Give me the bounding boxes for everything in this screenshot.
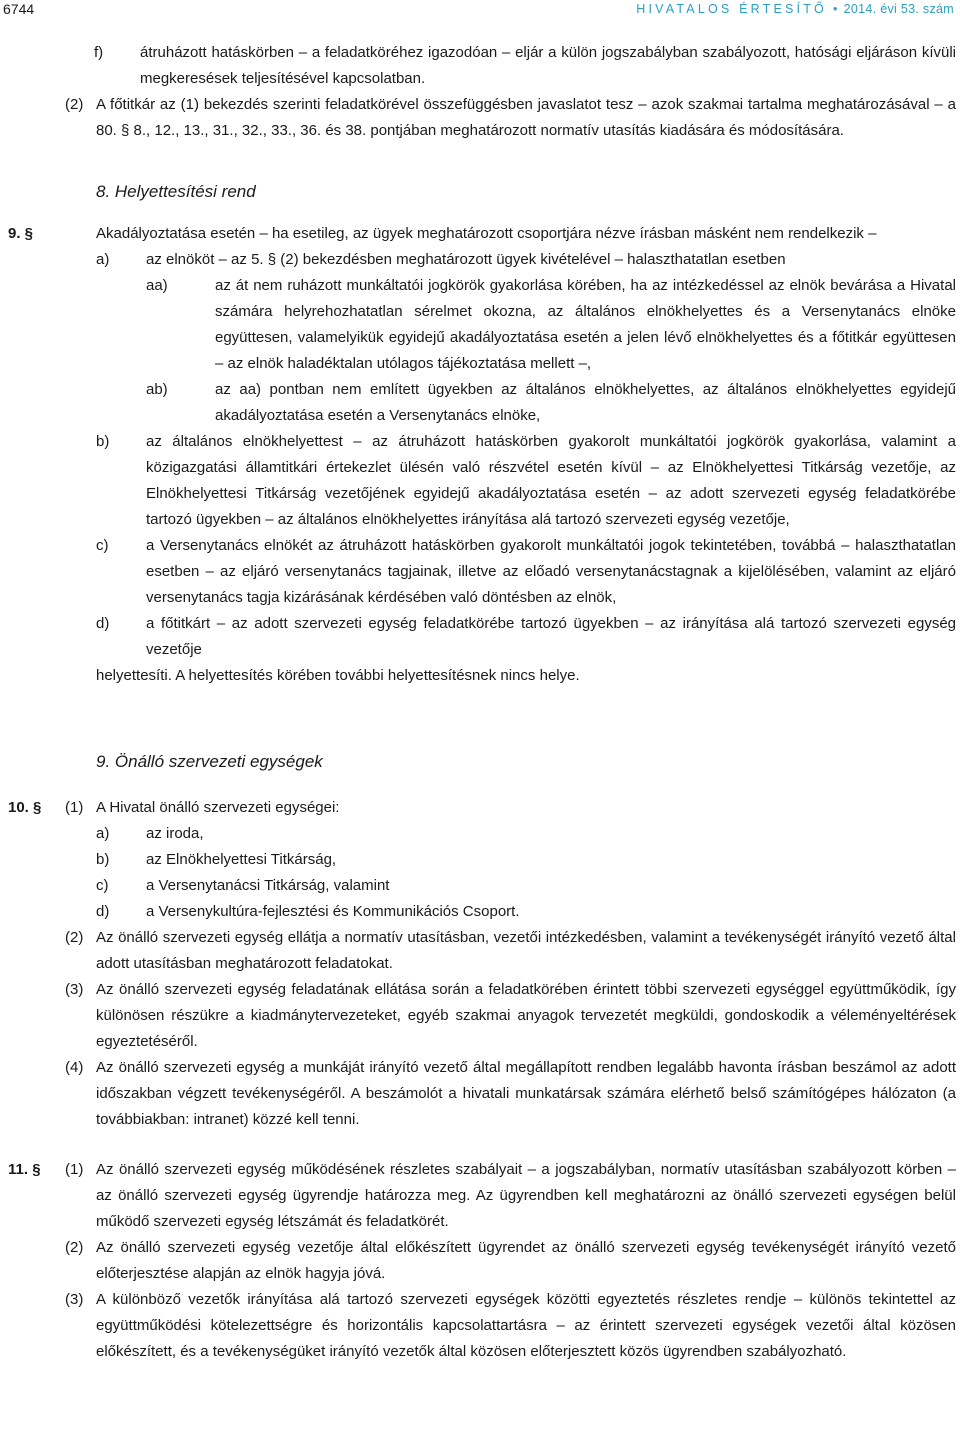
list-item-text: az iroda, <box>146 825 204 842</box>
paragraph-10-2-label: (2) <box>65 929 84 946</box>
paragraph-11-3-text: A különböző vezetők irányítása alá tartozó szervezeti egységek közötti egyeztetés részletes rendje – különös tekintettel az együttműködési kötelezettségre és horizontális kapcsolattartásra – az érintett szervezeti egységek vezetői által közösen előkészített, és a tevékenységüket irányító vezetők által közösen előterjesztett közös ügyrendben szabályozható. <box>96 1291 956 1360</box>
item-c-text: a Versenytanács elnökét az átruházott hatáskörben gyakorolt munkáltatói jogok tekintetében, továbbá – halaszthatatlan esetben – az eljáró versenytanács tagjainak, illetve az előadó versenytanácstagnak a kijelölésében, valamint az eljáró versenytanács tagja kizárásának kérdésében való döntésben az elnök, <box>146 537 956 606</box>
item-c-label: c) <box>96 537 109 554</box>
paragraph-10-4-label: (4) <box>65 1059 84 1076</box>
page-body <box>0 40 960 1365</box>
list-item <box>96 821 956 847</box>
subsection-2-text: A főtitkár az (1) bekezdés szerinti feladatkörével összefüggésben javaslatot tesz – azok szakmai tartalma meghatározásával – a 80. § 8., 12., 13., 31., 32., 33., 36. és 38. pontjában meghatározott normatív utasítás kiadására és módosítására. <box>96 96 956 139</box>
paragraph-10-3-label: (3) <box>65 981 84 998</box>
paragraph-9-label: 9. § <box>8 225 34 242</box>
paragraph-10-3-text: Az önálló szervezeti egység feladatának ellátása során a feladatkörében érintett többi szervezeti egységgel együttműködik, így különösen részükre a kiadmánytervezeteket, egyéb szakmai anyagok tervezetét megküldi, gondoskodik a véleményeltérések egyeztetéséről. <box>96 981 956 1050</box>
page-header <box>0 0 960 20</box>
item-b <box>96 429 956 533</box>
item-ab <box>146 377 956 429</box>
subsection-2 <box>65 92 956 144</box>
item-aa-text: az át nem ruházott munkáltatói jogkörök gyakorlása körében, ha az intézkedéssel az elnök bevárása a Hivatal számára helyrehozhatatlan sérelmet okozna, az általános elnökhelyettes és a Versenytanács elnöke együttesen, valamelyikük egyidejű akadályoztatása esetén a jelen lévő elnökhelyettes és a főtitkár együttesen – az elnök haladéktalan utólagos tájékoztatása mellett –, <box>215 277 956 372</box>
item-f-label: f) <box>94 44 104 61</box>
paragraph-11-subsection-3 <box>65 1287 956 1365</box>
title-separator: • <box>832 2 838 16</box>
paragraph-10-subsection-3 <box>65 977 956 1055</box>
paragraph-10-4-text: Az önálló szervezeti egység a munkáját irányító vezető által megállapított rendben legalább havonta írásban beszámol az adott időszakban végzett tevékenységéről. A beszámolót a hivatali munkatársak számára elérhető belső számítógépes hálózaton (a továbbiakban: intranet) közzé kell tenni. <box>96 1059 956 1128</box>
paragraph-11-subsection-2 <box>65 1235 956 1287</box>
paragraph-11-1-text: Az önálló szervezeti egység működésének részletes szabályait – a jogszabályban, normatív utasításban szabályozott körben – az önálló szervezeti egység ügyrendje határozza meg. Az ügyrendben kell meghatározni az önálló szervezeti egységen belül működő szervezeti egység létszámát és feladatkörét. <box>96 1161 956 1230</box>
paragraph-10-subsection-4 <box>65 1055 956 1133</box>
item-b-label: b) <box>96 433 110 450</box>
section-9-heading: 9. Önálló szervezeti egységek <box>96 752 323 771</box>
running-title <box>636 0 954 18</box>
list-item-label: a) <box>96 825 110 842</box>
list-item <box>96 873 956 899</box>
item-aa-label: aa) <box>146 277 168 294</box>
item-f <box>94 40 956 92</box>
paragraph-11-label: 11. § <box>8 1161 41 1178</box>
paragraph-10-label: 10. § <box>8 799 42 816</box>
paragraph-9-closing: helyettesíti. A helyettesítés körében további helyettesítésnek nincs helye. <box>96 667 580 684</box>
item-d-label: d) <box>96 615 110 632</box>
paragraph-10-2-text: Az önálló szervezeti egység ellátja a normatív utasításban, vezetői intézkedésben, valamint a tevékenységét irányító vezető által adott utasításban meghatározott feladatokat. <box>96 929 956 972</box>
paragraph-11-subsection-1 <box>8 1157 956 1235</box>
item-b-text: az általános elnökhelyettest – az átruházott hatáskörben gyakorolt munkáltatói jogkörök gyakorlása, valamint a közigazgatási államtitkári értekezlet ülésén való részvétel esetén kívül – az Elnökhelyettesi Titkárság vezetője, az Elnökhelyettesi Titkárság vezetőjének egyidejű akadályoztatása esetén – az adott szervezeti egység feladatkörébe tartozó ügyekben – az általános elnökhelyettes irányítása alá tartozó szervezeti egység vezetője, <box>146 433 956 528</box>
item-ab-text: az aa) pontban nem említett ügyekben az általános elnökhelyettes, az általános elnökhelyettes egyidejű akadályoztatása esetén a Versenytanács elnöke, <box>215 381 956 424</box>
list-item-text: a Versenytanácsi Titkárság, valamint <box>146 877 390 894</box>
item-a-text: az elnököt – az 5. § (2) bekezdésben meghatározott ügyek kivételével – halaszthatatlan esetben <box>146 251 786 268</box>
item-ab-label: ab) <box>146 381 168 398</box>
page-number: 6744 <box>3 1 35 17</box>
paragraph-9-intro-text: Akadályoztatása esetén – ha esetileg, az ügyek meghatározott csoportjára nézve írásban másként nem rendelkezik – <box>96 225 877 242</box>
item-f-text: átruházott hatáskörben – a feladatköréhez igazodóan – eljár a külön jogszabályban szabályozott, hatósági eljáráson kívüli megkeresések teljesítésével kapcsolatban. <box>140 44 956 87</box>
item-d <box>96 611 956 663</box>
journal-name: HIVATALOS ÉRTESÍTŐ <box>636 2 827 16</box>
paragraph-10-subsection-2 <box>65 925 956 977</box>
item-d-text: a főtitkárt – az adott szervezeti egység feladatkörébe tartozó ügyekben – az irányítása alá tartozó szervezeti egység vezetője <box>146 615 956 658</box>
issue-number: 2014. évi 53. szám <box>843 2 954 16</box>
section-8-heading: 8. Helyettesítési rend <box>96 182 256 201</box>
list-item-label: c) <box>96 877 109 894</box>
paragraph-10-subsection-1 <box>8 795 956 821</box>
item-c <box>96 533 956 611</box>
paragraph-10-1-text: A Hivatal önálló szervezeti egységei: <box>96 799 340 816</box>
paragraph-11-2-text: Az önálló szervezeti egység vezetője által előkészített ügyrendet az önálló szervezeti egység tevékenységét irányító vezető előterjesztése alapján az elnök hagyja jóvá. <box>96 1239 956 1282</box>
list-item-label: d) <box>96 903 110 920</box>
paragraph-9-intro <box>8 221 956 247</box>
paragraph-10-1-label: (1) <box>65 799 84 816</box>
subsection-2-label: (2) <box>65 96 84 113</box>
list-item <box>96 899 956 925</box>
paragraph-11-2-label: (2) <box>65 1239 84 1256</box>
item-aa <box>146 273 956 377</box>
item-a <box>96 247 956 273</box>
list-item-text: a Versenykultúra-fejlesztési és Kommunikációs Csoport. <box>146 903 520 920</box>
item-a-label: a) <box>96 251 110 268</box>
list-item <box>96 847 956 873</box>
list-item-label: b) <box>96 851 110 868</box>
paragraph-11-3-label: (3) <box>65 1291 84 1308</box>
list-item-text: az Elnökhelyettesi Titkárság, <box>146 851 337 868</box>
paragraph-11-1-label: (1) <box>65 1161 84 1178</box>
